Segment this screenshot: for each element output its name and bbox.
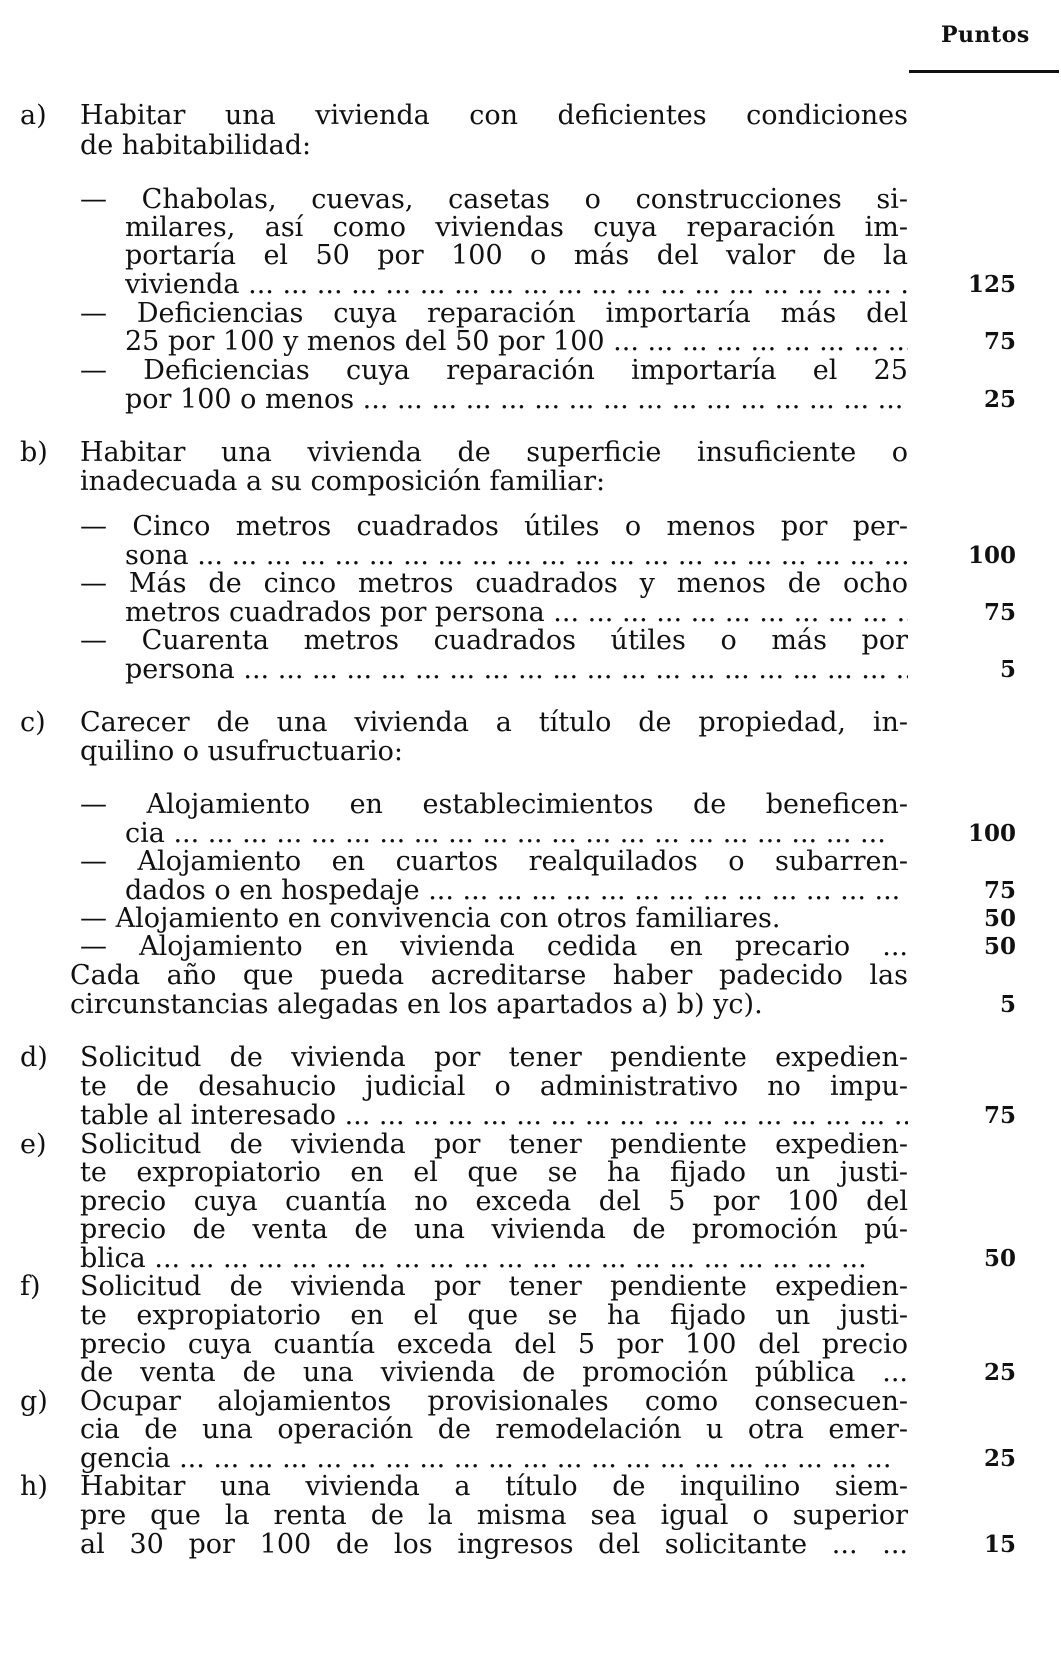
points-value: 75 bbox=[983, 1102, 1016, 1129]
header-rule bbox=[909, 70, 1059, 73]
section-f-line: Solicitud de vivienda por tener pendiente expedien- bbox=[80, 1272, 908, 1302]
section-c-letter: c) bbox=[20, 707, 46, 738]
section-a-title-line: de habitabilidad: bbox=[80, 131, 312, 161]
section-a-item-line: por 100 o menos ... . bbox=[125, 385, 908, 415]
section-e-line: Solicitud de vivienda por tener pendiente expedien- bbox=[80, 1130, 908, 1160]
section-b-item-line: metros cuadrados por persona ... . bbox=[125, 598, 908, 628]
points-value: 75 bbox=[983, 328, 1016, 355]
section-e-line: precio cuya cuantía no exceda del 5 por 100 del bbox=[80, 1187, 908, 1217]
section-b-item-line: — Cinco metros cuadrados útiles o menos por per- bbox=[80, 512, 908, 542]
section-c-item-line: — Alojamiento en establecimientos de beneficen- bbox=[80, 790, 908, 820]
section-a-item-line: 25 por 100 y menos del 50 por 100 ... . bbox=[125, 327, 908, 357]
section-a-item-line: portaría el 50 por 100 o más del valor de la bbox=[125, 241, 908, 271]
section-e-line: te expropiatorio en el que se ha fijado un justi- bbox=[80, 1158, 908, 1188]
section-c-item-line: cia ... . bbox=[125, 819, 908, 849]
section-b-letter: b) bbox=[20, 437, 48, 468]
section-h-line: Habitar una vivienda a título de inquilino siem- bbox=[80, 1472, 908, 1502]
puntos-header: Puntos bbox=[941, 22, 1030, 48]
section-f-line: de venta de una vivienda de promoción pública ... bbox=[80, 1358, 908, 1388]
section-a-item-line: — Deficiencias cuya reparación importaría más del bbox=[80, 299, 908, 329]
points-value: 25 bbox=[983, 1359, 1016, 1386]
points-value: 50 bbox=[983, 905, 1016, 932]
section-a-letter: a) bbox=[20, 100, 47, 131]
section-d-letter: d) bbox=[20, 1042, 48, 1073]
points-value: 15 bbox=[983, 1531, 1016, 1558]
section-d-line: Solicitud de vivienda por tener pendiente expedien- bbox=[80, 1043, 908, 1073]
section-b-item-line: — Más de cinco metros cuadrados y menos de ocho bbox=[80, 569, 908, 599]
section-c-title-line: quilino o usufructuario: bbox=[80, 737, 403, 767]
points-value: 25 bbox=[983, 386, 1016, 413]
section-b-title-line: Habitar una vivienda de superficie insuficiente o bbox=[80, 438, 908, 468]
section-d-line: te de desahucio judicial o administrativo no impu- bbox=[80, 1072, 908, 1102]
section-a-title-line: Habitar una vivienda con deficientes condiciones bbox=[80, 101, 908, 131]
section-c-note-line: Cada año que pueda acreditarse haber padecido las bbox=[70, 961, 908, 991]
points-value: 50 bbox=[983, 1245, 1016, 1272]
section-h-letter: h) bbox=[20, 1471, 48, 1502]
section-a-item-line: — Chabolas, cuevas, casetas o construcciones si- bbox=[80, 185, 908, 215]
points-value: 100 bbox=[967, 542, 1016, 569]
points-value: 75 bbox=[983, 877, 1016, 904]
section-h-line: pre que la renta de la misma sea igual o superior bbox=[80, 1501, 908, 1531]
section-b-item-line: — Cuarenta metros cuadrados útiles o más por bbox=[80, 626, 908, 656]
section-e-line: blica ... . bbox=[80, 1244, 908, 1274]
section-c-title-line: Carecer de una vivienda a título de propiedad, in- bbox=[80, 708, 908, 738]
points-value: 25 bbox=[983, 1445, 1016, 1472]
points-value: 5 bbox=[999, 991, 1016, 1018]
section-e-letter: e) bbox=[20, 1129, 47, 1160]
section-c-item-line: dados o en hospedaje ... . bbox=[125, 876, 908, 906]
section-b-title-line: inadecuada a su composición familiar: bbox=[80, 467, 606, 497]
section-f-letter: f) bbox=[20, 1271, 41, 1302]
section-a-item-line: vivienda ... . bbox=[125, 270, 908, 300]
points-value: 100 bbox=[967, 820, 1016, 847]
section-h-line: al 30 por 100 de los ingresos del solicitante ... ... bbox=[80, 1530, 908, 1560]
section-c-item-line: — Alojamiento en convivencia con otros familiares. bbox=[80, 904, 781, 934]
points-value: 50 bbox=[983, 933, 1016, 960]
section-c-note-line: circunstancias alegadas en los apartados a) b) yc). bbox=[70, 990, 763, 1020]
section-e-line: precio de venta de una vivienda de promoción pú- bbox=[80, 1215, 908, 1245]
section-c-item-line: — Alojamiento en vivienda cedida en precario ... bbox=[80, 932, 908, 962]
section-f-line: te expropiatorio en el que se ha fijado un justi- bbox=[80, 1301, 908, 1331]
section-c-item-line: — Alojamiento en cuartos realquilados o subarren- bbox=[80, 847, 908, 877]
section-d-line: table al interesado ... . bbox=[80, 1101, 908, 1131]
points-value: 75 bbox=[983, 599, 1016, 626]
section-g-line: gencia ... . bbox=[80, 1444, 908, 1474]
section-g-letter: g) bbox=[20, 1386, 48, 1417]
section-b-item-line: sona ... . bbox=[125, 541, 908, 571]
section-a-item-line: — Deficiencias cuya reparación importaría el 25 bbox=[80, 356, 908, 386]
section-a-item-line: milares, así como viviendas cuya reparación im- bbox=[125, 213, 908, 243]
section-g-line: cia de una operación de remodelación u otra emer- bbox=[80, 1415, 908, 1445]
section-f-line: precio cuya cuantía exceda del 5 por 100 del precio bbox=[80, 1330, 908, 1360]
points-value: 125 bbox=[967, 271, 1016, 298]
section-g-line: Ocupar alojamientos provisionales como consecuen- bbox=[80, 1387, 908, 1417]
section-b-item-line: persona ... . bbox=[125, 655, 908, 685]
points-value: 5 bbox=[999, 656, 1016, 683]
